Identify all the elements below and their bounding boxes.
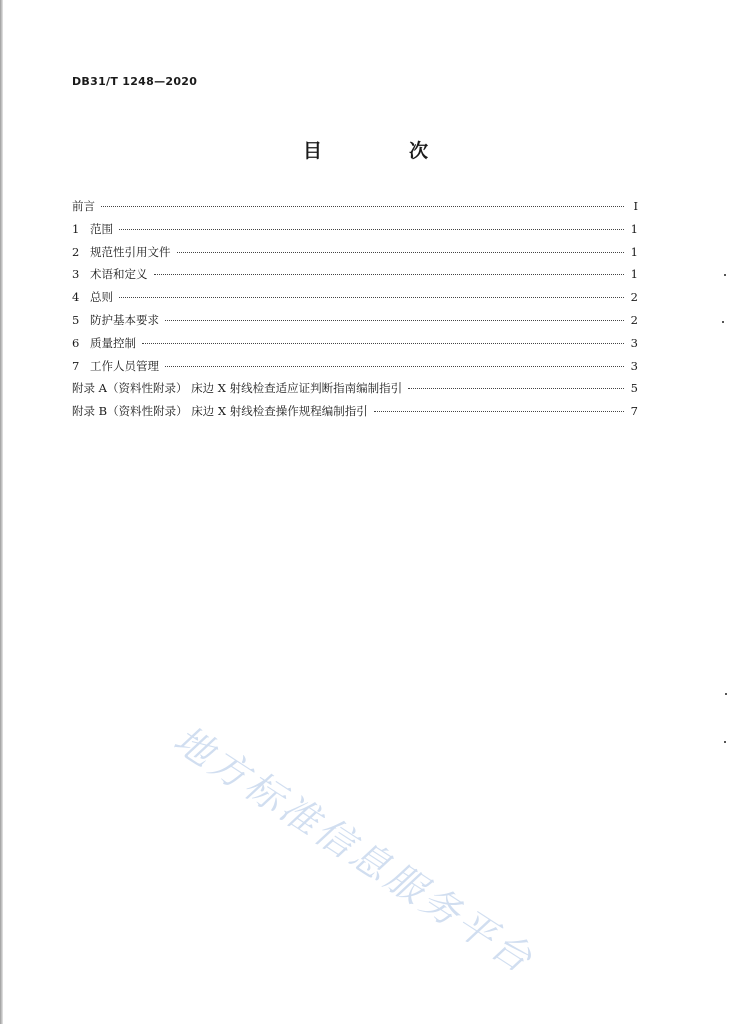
- toc-entry-3[interactable]: [72, 266, 638, 289]
- toc-entry-page: 3: [630, 358, 638, 373]
- toc-entry-6[interactable]: [72, 335, 638, 358]
- toc-leader-dots: [165, 320, 624, 321]
- toc-entry-4[interactable]: [72, 289, 638, 312]
- toc-entry-label: 总则: [90, 290, 113, 305]
- toc-entry-page: 1: [630, 244, 638, 259]
- toc-leader-dots: [154, 274, 625, 275]
- toc-entry-page: 2: [630, 312, 638, 327]
- scan-speck: [724, 741, 726, 743]
- toc-leader-dots: [119, 297, 624, 298]
- toc-entry-label: 附录 B（资料性附录） 床边 X 射线检查操作规程编制指引: [72, 404, 368, 419]
- toc-leader-dots: [177, 252, 625, 253]
- toc-entry-label: 附录 A（资料性附录） 床边 X 射线检查适应证判断指南编制指引: [72, 381, 403, 396]
- toc-leader-dots: [101, 206, 624, 207]
- toc-entry-label: 术语和定义: [90, 267, 148, 282]
- document-code: DB31/T 1248—2020: [72, 75, 198, 88]
- toc-entry-1[interactable]: [72, 221, 638, 244]
- toc-entry-7[interactable]: [72, 358, 638, 381]
- toc-leader-dots: [408, 388, 624, 389]
- scan-speck: [724, 274, 726, 276]
- toc-entry-page: I: [633, 199, 638, 213]
- toc-leader-dots: [142, 343, 624, 344]
- toc-entry-label: 前言: [72, 199, 95, 213]
- toc-entry-appendix-b[interactable]: [72, 403, 638, 426]
- toc-entry-page: 5: [630, 381, 638, 396]
- toc-entry-label: 质量控制: [90, 335, 136, 350]
- toc-entry-2[interactable]: [72, 244, 638, 267]
- toc-entry-label: 工作人员管理: [90, 358, 159, 373]
- toc-entry-label: 范围: [90, 221, 113, 236]
- toc-entry-number: 2: [72, 244, 80, 259]
- toc-leader-dots: [165, 366, 624, 367]
- toc-title: 目 次: [302, 140, 462, 162]
- toc-entry-appendix-a[interactable]: [72, 380, 638, 403]
- scan-speck: [725, 693, 727, 695]
- toc-entry-page: 1: [630, 267, 638, 282]
- toc-entry-label: 防护基本要求: [90, 312, 159, 327]
- toc-entry-number: 4: [72, 290, 80, 305]
- toc-entry-number: 5: [72, 312, 80, 327]
- scan-speck: [722, 321, 724, 323]
- toc-entry-5[interactable]: [72, 312, 638, 335]
- watermark: 地方标准信息服务平台: [166, 716, 543, 983]
- table-of-contents: [72, 198, 638, 426]
- toc-entry-page: 2: [630, 290, 638, 305]
- toc-entry-number: 3: [72, 267, 80, 282]
- toc-entry-foreword[interactable]: [72, 198, 638, 221]
- toc-entry-label: 规范性引用文件: [90, 244, 171, 259]
- toc-entry-page: 7: [630, 404, 638, 419]
- toc-entry-page: 3: [630, 335, 638, 350]
- toc-leader-dots: [119, 229, 624, 230]
- toc-entry-number: 1: [72, 221, 80, 236]
- toc-entry-number: 6: [72, 335, 80, 350]
- toc-entry-number: 7: [72, 358, 80, 373]
- toc-entry-page: 1: [630, 221, 638, 236]
- toc-leader-dots: [374, 411, 624, 412]
